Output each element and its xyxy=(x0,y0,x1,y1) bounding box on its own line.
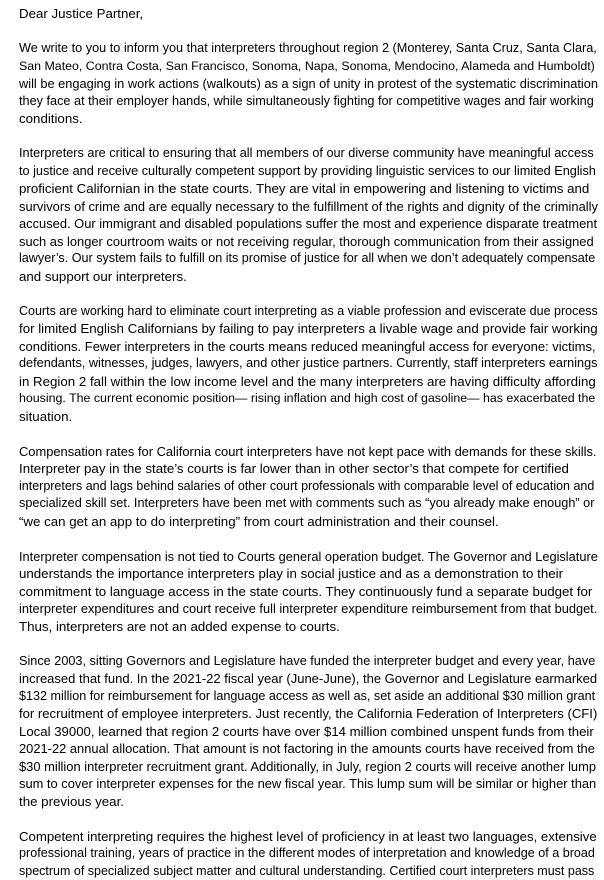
text-line: We write to you to inform you that interpreters throughout region 2 (Monterey, Santa Cruz, Santa Clara, xyxy=(19,40,604,58)
text-line: Interpreter compensation is not tied to Courts general operation budget. The Governor and Legislature xyxy=(19,548,604,566)
text-line: specialized skill set. Interpreters have been met with comments such as “you already make enough” or xyxy=(19,495,604,513)
text-line: conditions. xyxy=(19,110,604,128)
text-line: Courts are working hard to eliminate court interpreting as a viable profession and eviscerate due process xyxy=(19,303,604,321)
text-line: the previous year. xyxy=(19,793,604,811)
text-line: proficient Californian in the state courts. They are vital in empowering and listening to victims and xyxy=(19,180,604,198)
text-line: housing. The current economic position— rising inflation and high cost of gasoline— has exacerbated the xyxy=(19,390,604,408)
text-line: and support our interpreters. xyxy=(19,268,604,286)
text-line: commitment to language access in the state courts. They continuously fund a separate budget for xyxy=(19,583,604,601)
text-line: Thus, interpreters are not an added expense to courts. xyxy=(19,618,604,636)
text-line: Local 39000, learned that region 2 courts have over $14 million combined unspent funds from their xyxy=(19,723,604,741)
text-line: $30 million interpreter recruitment grant. Additionally, in July, region 2 courts will receive another lump xyxy=(19,758,604,776)
body-paragraph xyxy=(19,653,604,811)
body-paragraph xyxy=(19,828,604,880)
text-line: accused. Our immigrant and disabled populations suffer the most and experience disparate treatment xyxy=(19,215,604,233)
text-line: interpreter expenditures and court receive full interpreter expenditure reimbursement from that budget. xyxy=(19,600,604,618)
salutation: Dear Justice Partner, xyxy=(19,5,604,23)
text-line: Interpreters are critical to ensuring that all members of our diverse community have meaningful access xyxy=(19,145,604,163)
text-line: Competent interpreting requires the highest level of proficiency in at least two languages, extensive xyxy=(19,828,604,846)
text-line: conditions. Fewer interpreters in the courts means reduced meaningful access for everyone: victims, xyxy=(19,338,604,356)
text-line: increased that fund. In the 2021-22 fiscal year (June-June), the Governor and Legislature earmarked xyxy=(19,670,604,688)
text-line: spectrum of specialized subject matter and cultural understanding. Certified court interpreters must pass xyxy=(19,863,604,880)
text-line: such as longer courtroom waits or not receiving regular, thorough communication from their assigned xyxy=(19,233,604,251)
text-line: situation. xyxy=(19,408,604,426)
text-line: “we can get an app to do interpreting” from court administration and their counsel. xyxy=(19,513,604,531)
letter-body xyxy=(19,40,604,880)
text-line: survivors of crime and are equally necessary to the fulfillment of the rights and dignity of the criminally xyxy=(19,198,604,216)
body-paragraph xyxy=(19,303,604,426)
text-line: will be engaging in work actions (walkouts) as a sign of unity in protest of the systematic discrimination xyxy=(19,75,604,93)
text-line: in Region 2 fall within the low income level and the many interpreters are having difficulty affording xyxy=(19,373,604,391)
text-line: for limited English Californians by failing to pay interpreters a livable wage and provide fair working xyxy=(19,320,604,338)
text-line: for recruitment of employee interpreters. Just recently, the California Federation of Interpreters (CFI) xyxy=(19,705,604,723)
body-paragraph xyxy=(19,40,604,128)
text-line: $132 million for reimbursement for language access as well as, set aside an additional $30 million grant xyxy=(19,688,604,706)
text-line: San Mateo, Contra Costa, San Francisco, Sonoma, Napa, Sonoma, Mendocino, Alameda and Humboldt) xyxy=(19,58,604,76)
text-line: they face at their employer hands, while simultaneously fighting for competitive wages and fair working xyxy=(19,93,604,111)
text-line: interpreters and lags behind salaries of other court professionals with comparable level of education and xyxy=(19,478,604,496)
text-line: lawyer’s. Our system fails to fulfill on its promise of justice for all when we don’t adequately compensate xyxy=(19,250,604,268)
text-line: 2021-22 annual allocation. That amount is not factoring in the amounts courts have received from the xyxy=(19,740,604,758)
text-line: Compensation rates for California court interpreters have not kept pace with demands for these skills. xyxy=(19,443,604,461)
text-line: Interpreter pay in the state’s courts is far lower than in other sector’s that compete for certified xyxy=(19,460,604,478)
text-line: defendants, witnesses, judges, lawyers, and other justice partners. Currently, staff interpreters earnings xyxy=(19,355,604,373)
text-line: sum to cover interpreter expenses for the new fiscal year. This lump sum will be similar or higher than xyxy=(19,775,604,793)
body-paragraph xyxy=(19,443,604,531)
text-line: Since 2003, sitting Governors and Legislature have funded the interpreter budget and every year, have xyxy=(19,653,604,671)
text-line: to justice and receive culturally competent support by providing linguistic services to our limited English xyxy=(19,163,604,181)
body-paragraph xyxy=(19,145,604,285)
text-line: understands the importance interpreters play in social justice and as a demonstration to their xyxy=(19,565,604,583)
body-paragraph xyxy=(19,548,604,636)
text-line: professional training, years of practice in the different modes of interpretation and knowledge of a broad xyxy=(19,845,604,863)
